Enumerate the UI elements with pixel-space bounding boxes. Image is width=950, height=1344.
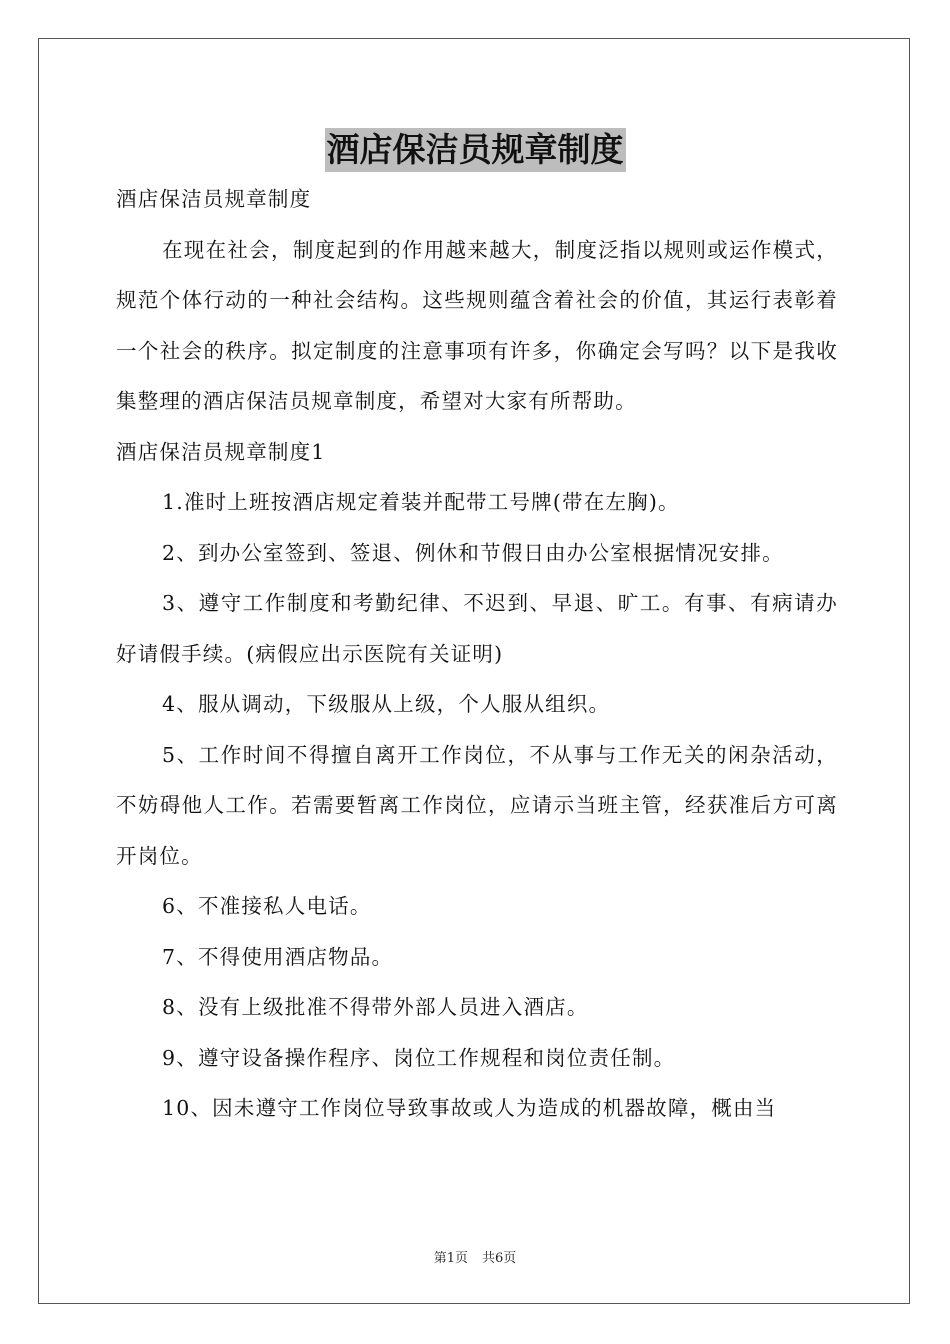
rule-item-4: 4、服从调动，下级服从上级，个人服从组织。 xyxy=(162,692,611,716)
rule-item-3: 3、遵守工作制度和考勤纪律、不迟到、早退、旷工。有事、有病请办好请假手续。(病假应出示医院有关证明) xyxy=(116,591,838,666)
document-body xyxy=(116,174,838,1134)
rule-item-2: 2、到办公室签到、签退、例休和节假日由办公室根据情况安排。 xyxy=(162,540,784,565)
rule-item-6: 6、不准接私人电话。 xyxy=(162,894,372,918)
section-heading: 酒店保洁员规章制度1 xyxy=(116,439,326,464)
page-total: 共6页 xyxy=(482,1251,517,1266)
rule-item-10: 10、因未遵守工作岗位导致事故或人为造成的机器故障，概由当 xyxy=(162,1096,777,1120)
rule-item-8: 8、没有上级批准不得带外部人员进入酒店。 xyxy=(162,995,589,1019)
page-number: 第1页 xyxy=(433,1251,468,1266)
subtitle-paragraph: 酒店保洁员规章制度 xyxy=(116,187,312,211)
page-footer xyxy=(0,1247,950,1266)
rule-item-1: 1.准时上班按酒店规定着装并配带工号牌(带在左胸)。 xyxy=(162,490,680,514)
rule-item-7: 7、不得使用酒店物品。 xyxy=(162,944,394,969)
rule-item-5: 5、工作时间不得擅自离开工作岗位，不从事与工作无关的闲杂活动，不妨碍他人工作。若需要暂离工作岗位，应请示当班主管，经获准后方可离开岗位。 xyxy=(116,742,838,868)
rule-item-9: 9、遵守设备操作程序、岗位工作规程和岗位责任制。 xyxy=(162,1045,676,1070)
document-title: 酒店保洁员规章制度 xyxy=(325,128,626,172)
title-container xyxy=(0,128,950,172)
intro-paragraph: 在现在社会，制度起到的作用越来越大，制度泛指以规则或运作模式，规范个体行动的一种社会结构。这些规则蕴含着社会的价值，其运行表彰着一个社会的秩序。拟定制度的注意事项有许多，你确定会写吗？以下是我收集整理的酒店保洁员规章制度，希望对大家有所帮助。 xyxy=(116,237,838,413)
